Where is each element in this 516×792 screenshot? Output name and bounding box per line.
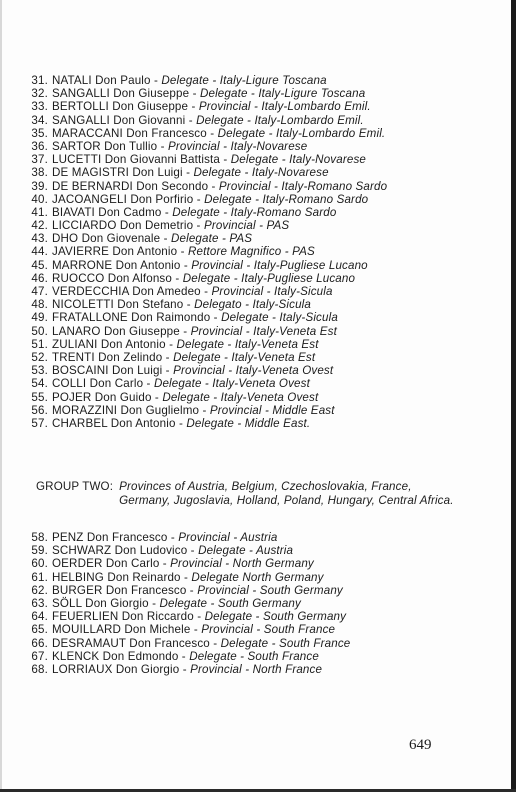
entry-role: Delegate - Italy-Novarese — [193, 166, 329, 180]
list-item — [20, 245, 480, 258]
list-item — [20, 650, 480, 663]
page-number: 649 — [409, 737, 432, 753]
entry-name: KLENCK Don Edmondo - — [52, 649, 190, 663]
entry-name: LUCETTI Don Giovanni Battista - — [52, 153, 231, 167]
list-item — [20, 87, 480, 100]
entry-name: LORRIAUX Don Giorgio - — [52, 662, 191, 676]
entry-name: SANGALLI Don Giuseppe - — [52, 87, 200, 101]
entry-number: 38. — [31, 166, 48, 180]
list-item — [20, 571, 480, 584]
page-edge-left — [0, 0, 2, 792]
list-item — [20, 298, 480, 311]
entry-name: JAVIERRE Don Antonio - — [52, 245, 188, 259]
entry-role: Delegate - Italy-Pugliese Lucano — [182, 271, 356, 285]
entry-name: MOUILLARD Don Michele - — [52, 623, 202, 637]
list-item — [20, 180, 480, 193]
entry-name: FEUERLIEN Don Riccardo - — [52, 610, 205, 624]
entry-role: Provincial - Italy-Novarese — [167, 139, 308, 153]
entry-role: Provincial - PAS — [203, 219, 290, 233]
list-item — [20, 417, 480, 430]
entry-role: Provincial - North France — [190, 662, 323, 676]
entry-role: Delegato - Italy-Sicula — [194, 298, 312, 312]
list-item — [20, 637, 480, 650]
entry-number: 52. — [31, 350, 48, 364]
entry-number: 51. — [31, 337, 48, 351]
entry-name: CHARBEL Don Antonio - — [52, 416, 187, 430]
entry-name: BIAVATI Don Cadmo - — [52, 205, 173, 219]
entry-name: POJER Don Guido - — [52, 390, 163, 404]
entry-role: Delegate - Italy-Romano Sardo — [204, 192, 369, 206]
entry-name: RUOCCO Don Alfonso - — [52, 271, 183, 285]
entry-number: 63. — [31, 596, 48, 610]
list-item — [20, 531, 480, 544]
list-item — [20, 153, 480, 166]
entry-role: Provincial - Italy-Lombardo Emil. — [198, 100, 371, 114]
entry-name: BOSCAINI Don Luigi - — [52, 364, 174, 378]
entry-role: Provincial - Italy-Veneta Est — [190, 324, 337, 338]
entry-number: 39. — [31, 179, 48, 193]
list-item — [20, 206, 480, 219]
entry-role: Delegate - South France — [220, 636, 351, 650]
entry-name: MARACCANI Don Francesco - — [52, 126, 218, 140]
list-item — [20, 272, 480, 285]
list-item — [20, 377, 480, 390]
list-item — [20, 584, 480, 597]
list-item — [20, 557, 480, 570]
entry-role: Delegate - South Germany — [159, 596, 301, 610]
list-item — [20, 259, 480, 272]
entry-role: Delegate - Italy-Lombardo Emil. — [217, 126, 386, 140]
entry-number: 64. — [31, 610, 48, 624]
delegate-list-group-one — [20, 74, 480, 430]
entry-name: DE MAGISTRI Don Luigi - — [52, 166, 194, 180]
entry-name: SCHWARZ Don Ludovico - — [52, 544, 199, 558]
entry-name: PENZ Don Francesco - — [52, 531, 179, 544]
entry-name: JACOANGELI Don Porfirio - — [52, 192, 205, 206]
list-item — [20, 623, 480, 636]
entry-role: Rettore Magnifico - PAS — [187, 245, 315, 259]
entry-role: Provincial - Italy-Sicula — [211, 285, 333, 298]
entry-number: 35. — [31, 126, 48, 140]
entry-number: 33. — [31, 100, 48, 114]
entry-role: Delegate - Middle East. — [186, 416, 311, 430]
entry-role: Delegate - South Germany — [204, 610, 347, 624]
list-item — [20, 325, 480, 338]
entry-name: LICCIARDO Don Demetrio - — [52, 219, 204, 233]
entry-number: 37. — [31, 153, 48, 167]
list-item — [20, 351, 480, 364]
list-item — [20, 74, 480, 87]
group-provinces: Provinces of Austria, Belgium, Czechoslovakia, France, Germany, Jugoslavia, Holland, Poland, Hungary, Central Africa. — [119, 480, 454, 507]
entry-number: 48. — [31, 298, 48, 312]
entry-name: SANGALLI Don Giovanni - — [52, 113, 197, 127]
entry-role: Delegate - Italy-Veneta Ovest — [153, 377, 310, 391]
entry-number: 55. — [31, 390, 48, 404]
entry-name: MARRONE Don Antonio - — [52, 258, 192, 272]
list-item — [20, 364, 480, 377]
entry-role: Provincial - North Germany — [170, 557, 314, 571]
entry-role: Delegate - Italy-Veneta Est — [173, 350, 316, 364]
page-edge-right — [511, 0, 516, 792]
group-label: GROUP TWO: — [36, 480, 114, 493]
entry-name: FRATALLONE Don Raimondo - — [52, 311, 222, 325]
list-item — [20, 338, 480, 351]
entry-number: 59. — [31, 544, 48, 558]
entry-role: Delegate - South France — [189, 649, 319, 663]
entry-role: Delegate - Italy-Veneta Ovest — [162, 390, 319, 404]
entry-name: COLLI Don Carlo - — [52, 377, 154, 391]
entry-number: 56. — [31, 403, 48, 417]
entry-number: 36. — [31, 139, 48, 153]
entry-role: Delegate - PAS — [170, 232, 253, 246]
list-item — [20, 404, 480, 417]
entry-name: NATALI Don Paulo - — [52, 74, 162, 87]
list-item — [20, 166, 480, 179]
list-item — [20, 232, 480, 245]
entry-number: 40. — [31, 192, 48, 206]
entry-number: 54. — [31, 377, 48, 391]
entry-role: Delegate - Italy-Lombardo Emil. — [196, 113, 364, 127]
entry-number: 49. — [31, 311, 48, 325]
list-item — [20, 597, 480, 610]
entry-role: Provincial - South France — [201, 623, 336, 637]
entry-number: 31. — [31, 74, 48, 87]
list-item — [20, 391, 480, 404]
entry-number: 42. — [31, 219, 48, 233]
entry-role: Provincial - Italy-Romano Sardo — [218, 179, 388, 193]
list-item — [20, 311, 480, 324]
entry-number: 34. — [31, 113, 48, 127]
entry-name: BERTOLLI Don Giuseppe - — [52, 100, 199, 114]
delegate-list-group-two — [20, 531, 480, 676]
entry-role: Provincial - Austria — [178, 531, 278, 544]
entry-number: 53. — [31, 364, 48, 378]
entry-number: 32. — [31, 87, 48, 101]
entry-role: Provincial - South Germany — [197, 583, 343, 597]
list-item — [20, 193, 480, 206]
entry-name: DE BERNARDI Don Secondo - — [52, 179, 219, 193]
entry-number: 67. — [31, 649, 48, 663]
entry-number: 65. — [31, 623, 48, 637]
list-item — [20, 114, 480, 127]
list-item — [20, 663, 480, 676]
entry-role: Provincial - Italy-Pugliese Lucano — [191, 258, 368, 272]
entry-role: Delegate - Italy-Veneta Est — [176, 337, 319, 351]
entry-number: 58. — [31, 531, 48, 544]
entry-number: 45. — [31, 258, 48, 272]
group-two-heading — [36, 480, 456, 508]
entry-name: MORAZZINI Don Guglielmo - — [52, 403, 210, 417]
list-item — [20, 285, 480, 298]
entry-name: SÖLL Don Giorgio - — [52, 596, 160, 610]
entry-name: TRENTI Don Zelindo - — [52, 350, 174, 364]
entry-number: 41. — [31, 205, 48, 219]
list-item — [20, 610, 480, 623]
entry-number: 43. — [31, 232, 48, 246]
entry-role: Provincial - Middle East — [209, 403, 335, 417]
entry-role: Delegate - Italy-Novarese — [230, 153, 366, 167]
entry-number: 68. — [31, 662, 48, 676]
entry-number: 62. — [31, 583, 48, 597]
entry-role: Delegate - Italy-Sicula — [221, 311, 338, 325]
entry-number: 44. — [31, 245, 48, 259]
entry-name: LANARO Don Giuseppe - — [52, 324, 191, 338]
entry-role: Provincial - Italy-Veneta Ovest — [173, 364, 334, 378]
entry-name: BURGER Don Francesco - — [52, 583, 198, 597]
entry-name: ZULIANI Don Antonio - — [52, 337, 177, 351]
entry-number: 66. — [31, 636, 48, 650]
list-item — [20, 140, 480, 153]
entry-number: 50. — [31, 324, 48, 338]
list-item — [20, 219, 480, 232]
entry-role: Delegate - Austria — [198, 544, 294, 558]
entry-name: OERDER Don Carlo - — [52, 557, 171, 571]
entry-number: 61. — [31, 570, 48, 584]
entry-role: Delegate - Italy-Ligure Toscana — [161, 74, 327, 87]
entry-name: SARTOR Don Tullio - — [52, 139, 168, 153]
entry-name: VERDECCHIA Don Amedeo - — [52, 285, 212, 298]
list-item — [20, 100, 480, 113]
entry-name: HELBING Don Reinardo - — [52, 570, 192, 584]
entry-role: Delegate North Germany — [191, 570, 324, 584]
entry-name: NICOLETTI Don Stefano - — [52, 298, 195, 312]
entry-number: 46. — [31, 271, 48, 285]
entry-role: Delegate - Italy-Romano Sardo — [172, 205, 337, 219]
entry-role: Delegate - Italy-Ligure Toscana — [199, 87, 366, 101]
entry-name: DESRAMAUT Don Francesco - — [52, 636, 221, 650]
entry-number: 47. — [31, 285, 48, 298]
list-item — [20, 544, 480, 557]
entry-number: 60. — [31, 557, 48, 571]
list-item — [20, 127, 480, 140]
entry-number: 57. — [31, 416, 48, 430]
entry-name: DHO Don Giovenale - — [52, 232, 171, 246]
